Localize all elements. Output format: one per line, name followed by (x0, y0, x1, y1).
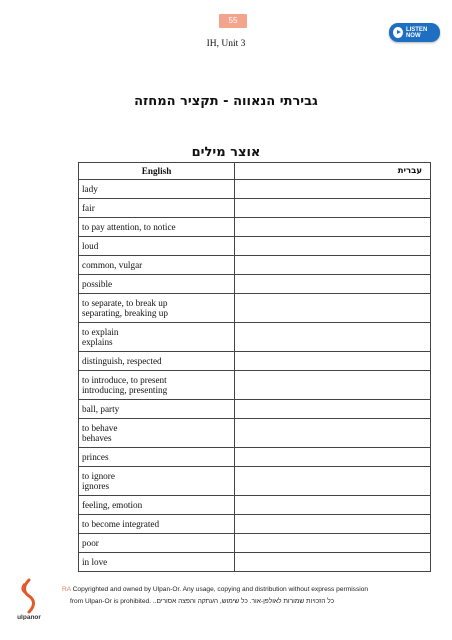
hebrew-answer-cell[interactable] (235, 467, 431, 496)
hebrew-answer-cell[interactable] (235, 496, 431, 515)
english-term: to ignore (82, 471, 115, 481)
page-number: 55 (219, 14, 247, 28)
english-term-cell (79, 352, 235, 371)
english-term: lady (82, 184, 98, 194)
table-row (79, 256, 431, 275)
english-term-cell (79, 199, 235, 218)
english-term-cell (79, 419, 235, 448)
english-term: to explain (82, 327, 119, 337)
english-term: separating, breaking up (82, 308, 168, 318)
hebrew-answer-cell[interactable] (235, 323, 431, 352)
table-row (79, 294, 431, 323)
english-term: to separate, to break up (82, 298, 168, 308)
english-term-cell (79, 275, 235, 294)
hebrew-column-header: עברית (235, 163, 431, 180)
english-term: to pay attention, to notice (82, 222, 176, 232)
table-row (79, 515, 431, 534)
hebrew-answer-cell[interactable] (235, 237, 431, 256)
english-term: introducing, presenting (82, 385, 168, 395)
table-row (79, 534, 431, 553)
table-row (79, 371, 431, 400)
page-title: גבירתי הנאווה - תקציר המחזה (134, 94, 318, 109)
english-term: explains (82, 337, 113, 347)
listen-now-label: LISTEN NOW (405, 26, 428, 39)
english-term: feeling, emotion (82, 500, 143, 510)
unit-label: IH, Unit 3 (206, 39, 246, 49)
hebrew-answer-cell[interactable] (235, 553, 431, 572)
hebrew-answer-cell[interactable] (235, 256, 431, 275)
table-row (79, 323, 431, 352)
table-row (79, 467, 431, 496)
english-term-cell (79, 467, 235, 496)
copyright-text-1: Copyrighted and owned by Ulpan-Or. Any usage, copying and distribution without express permission (72, 586, 369, 593)
hebrew-answer-cell[interactable] (235, 294, 431, 323)
english-term: distinguish, respected (82, 356, 162, 366)
table-row (79, 218, 431, 237)
hebrew-answer-cell[interactable] (235, 371, 431, 400)
play-icon (393, 27, 403, 38)
english-term: common, vulgar (82, 260, 143, 270)
english-term-cell (79, 180, 235, 199)
listen-now-button[interactable] (389, 23, 440, 42)
logo-text: ulpanor (17, 614, 41, 620)
english-term-cell (79, 400, 235, 419)
table-row (79, 419, 431, 448)
copyright-line-1 (62, 586, 442, 593)
hebrew-answer-cell[interactable] (235, 352, 431, 371)
vocabulary-heading: אוצר מילים (191, 145, 261, 160)
english-term: ball, party (82, 404, 120, 414)
hebrew-answer-cell[interactable] (235, 419, 431, 448)
hebrew-answer-cell[interactable] (235, 400, 431, 419)
copyright-line-2: from Ulpan-Or is prohibited. ..כל הזכויות שמורות לאולפן-אור. כל שימוש, העתקה והפצה אסורים (70, 598, 335, 605)
english-term-cell (79, 534, 235, 553)
copyright-mark: RA (62, 586, 71, 593)
english-term: in love (82, 557, 108, 567)
table-row (79, 275, 431, 294)
english-term: possible (82, 279, 113, 289)
table-row (79, 199, 431, 218)
english-term-cell (79, 553, 235, 572)
hebrew-answer-cell[interactable] (235, 218, 431, 237)
english-term: ignores (82, 481, 110, 491)
hebrew-answer-cell[interactable] (235, 180, 431, 199)
english-term-cell (79, 515, 235, 534)
hebrew-answer-cell[interactable] (235, 199, 431, 218)
table-row (79, 237, 431, 256)
english-term-cell (79, 448, 235, 467)
table-row (79, 180, 431, 199)
english-term-cell (79, 256, 235, 275)
english-term: fair (82, 203, 95, 213)
table-row (79, 553, 431, 572)
hebrew-answer-cell[interactable] (235, 515, 431, 534)
english-term: to behave (82, 423, 118, 433)
ulpan-or-logo (12, 578, 46, 620)
english-term-cell (79, 323, 235, 352)
hebrew-answer-cell[interactable] (235, 275, 431, 294)
english-term-cell (79, 294, 235, 323)
table-row (79, 448, 431, 467)
table-row (79, 400, 431, 419)
english-term-cell (79, 371, 235, 400)
hebrew-answer-cell[interactable] (235, 534, 431, 553)
english-term-cell (79, 237, 235, 256)
english-term: to become integrated (82, 519, 160, 529)
english-term: princes (82, 452, 109, 462)
hebrew-answer-cell[interactable] (235, 448, 431, 467)
english-term: loud (82, 241, 99, 251)
english-term-cell (79, 218, 235, 237)
vocabulary-table (78, 162, 431, 572)
english-term: behaves (82, 433, 112, 443)
english-column-header: English (79, 163, 235, 180)
table-row (79, 352, 431, 371)
english-term: to introduce, to present (82, 375, 167, 385)
english-term: poor (82, 538, 99, 548)
english-term-cell (79, 496, 235, 515)
table-row (79, 496, 431, 515)
